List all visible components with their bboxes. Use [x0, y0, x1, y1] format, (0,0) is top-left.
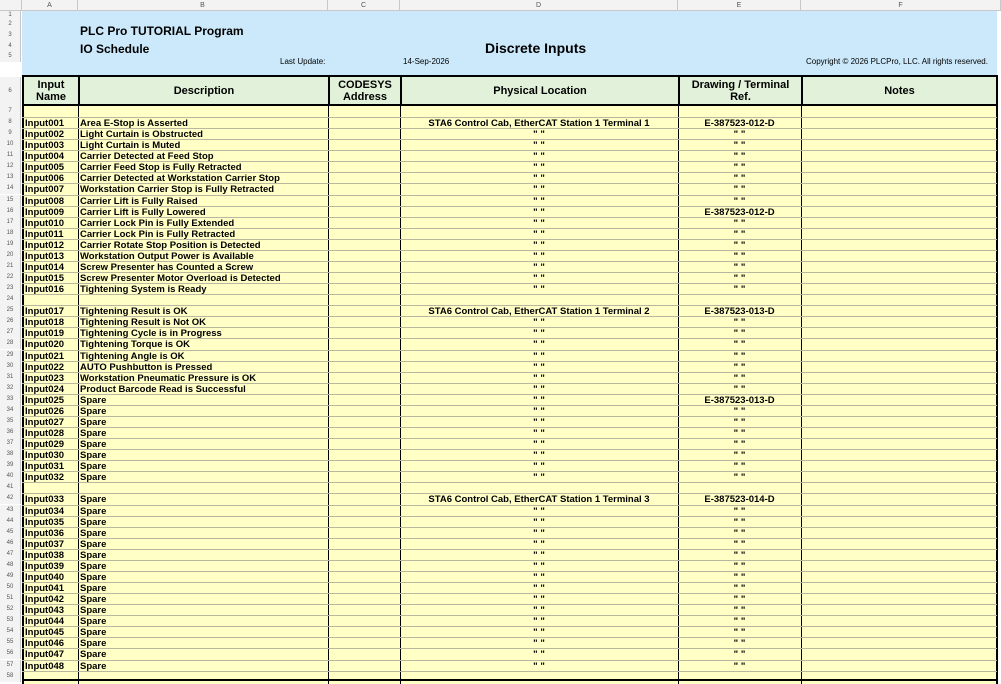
cell-input-name[interactable]: Input013 — [25, 251, 65, 262]
cell-drawing-ref[interactable]: E-387523-012-D — [704, 118, 775, 129]
cell-drawing-ref[interactable]: " " — [733, 450, 746, 461]
row-number[interactable]: 50 — [0, 582, 21, 593]
row-number[interactable]: 2 — [0, 19, 21, 29]
cell-drawing-ref[interactable]: " " — [733, 616, 746, 627]
cell-physical-location[interactable]: " " — [533, 173, 545, 184]
cell-physical-location[interactable]: " " — [533, 406, 545, 417]
cell-physical-location[interactable]: " " — [533, 627, 545, 638]
cell-description[interactable]: Carrier Lock Pin is Fully Retracted — [80, 229, 236, 240]
header-input-name-line2: Name — [36, 90, 66, 103]
cell-description[interactable]: Spare — [80, 539, 107, 550]
cell-input-name[interactable]: Input010 — [25, 218, 65, 229]
cell-physical-location[interactable]: STA6 Control Cab, EtherCAT Station 1 Terminal 2 — [428, 306, 650, 317]
row-number[interactable]: 28 — [0, 338, 21, 349]
cell-physical-location[interactable]: " " — [533, 638, 545, 649]
row-number[interactable]: 7 — [0, 106, 21, 117]
row-number[interactable]: 13 — [0, 172, 21, 183]
cell-input-name[interactable]: Input023 — [25, 373, 65, 384]
cell-input-name[interactable]: Input029 — [25, 439, 65, 450]
cell-drawing-ref[interactable]: " " — [733, 506, 746, 517]
cell-drawing-ref[interactable]: " " — [733, 472, 746, 483]
row-number[interactable]: 15 — [0, 195, 21, 206]
cell-description[interactable]: Tightening Result is OK — [80, 306, 188, 317]
row-number[interactable]: 34 — [0, 405, 21, 416]
cell-input-name[interactable]: Input044 — [25, 616, 65, 627]
cell-drawing-ref[interactable]: " " — [733, 373, 746, 384]
cell-input-name[interactable]: Input003 — [25, 140, 65, 151]
cell-description[interactable]: Spare — [80, 506, 107, 517]
cell-drawing-ref[interactable]: " " — [733, 129, 746, 140]
cell-drawing-ref[interactable]: " " — [733, 151, 746, 162]
cell-description[interactable]: Product Barcode Read is Successful — [80, 384, 246, 395]
cell-input-name[interactable]: Input038 — [25, 550, 65, 561]
row-number[interactable]: 24 — [0, 294, 21, 305]
row-number[interactable]: 11 — [0, 150, 21, 161]
row-number[interactable]: 47 — [0, 549, 21, 560]
cell-input-name[interactable]: Input036 — [25, 528, 65, 539]
row-number[interactable]: 23 — [0, 283, 21, 294]
cell-input-name[interactable]: Input005 — [25, 162, 65, 173]
cell-description[interactable]: Spare — [80, 395, 107, 406]
row-number[interactable]: 32 — [0, 383, 21, 394]
cell-input-name[interactable]: Input022 — [25, 362, 65, 373]
cell-drawing-ref[interactable]: " " — [733, 317, 746, 328]
cell-input-name[interactable]: Input016 — [25, 284, 65, 295]
header-notes: Notes — [801, 77, 998, 104]
cell-input-name[interactable]: Input020 — [25, 339, 65, 350]
cell-description[interactable]: Light Curtain is Muted — [80, 140, 181, 151]
row-number[interactable]: 57 — [0, 660, 21, 671]
cell-drawing-ref[interactable]: " " — [733, 196, 746, 207]
cell-physical-location[interactable]: " " — [533, 240, 545, 251]
cell-drawing-ref[interactable]: " " — [733, 539, 746, 550]
cell-description[interactable]: Workstation Carrier Stop is Fully Retracted — [80, 184, 275, 195]
cell-input-name[interactable]: Input006 — [25, 173, 65, 184]
cell-physical-location[interactable]: " " — [533, 550, 545, 561]
cell-drawing-ref[interactable]: " " — [733, 218, 746, 229]
cell-drawing-ref[interactable]: " " — [733, 517, 746, 528]
cell-input-name[interactable]: Input042 — [25, 594, 65, 605]
cell-description[interactable]: Spare — [80, 605, 107, 616]
cell-description[interactable]: Spare — [80, 572, 107, 583]
cell-drawing-ref[interactable]: " " — [733, 140, 746, 151]
cell-physical-location[interactable]: " " — [533, 129, 545, 140]
cell-input-name[interactable]: Input045 — [25, 627, 65, 638]
cell-description[interactable]: Spare — [80, 627, 107, 638]
cell-description[interactable]: Spare — [80, 638, 107, 649]
cell-drawing-ref[interactable]: " " — [733, 417, 746, 428]
cell-drawing-ref[interactable]: " " — [733, 572, 746, 583]
row-number[interactable]: 6 — [0, 77, 21, 106]
cell-description[interactable]: Spare — [80, 517, 107, 528]
cell-physical-location[interactable]: " " — [533, 539, 545, 550]
program-title: PLC Pro TUTORIAL Program — [80, 24, 244, 38]
cell-description[interactable]: Tightening Torque is OK — [80, 339, 190, 350]
row-number[interactable]: 55 — [0, 637, 21, 648]
cell-description[interactable]: Spare — [80, 661, 107, 672]
row-number[interactable]: 41 — [0, 482, 21, 493]
cell-description[interactable]: Spare — [80, 616, 107, 627]
row-number[interactable]: 39 — [0, 460, 21, 471]
cell-description[interactable]: Spare — [80, 417, 107, 428]
cell-drawing-ref[interactable]: " " — [733, 173, 746, 184]
cell-description[interactable]: Carrier Detected at Workstation Carrier Stop — [80, 173, 280, 184]
row-number[interactable]: 46 — [0, 538, 21, 549]
cell-description[interactable]: Spare — [80, 583, 107, 594]
cell-description[interactable]: Tightening System is Ready — [80, 284, 207, 295]
cell-description[interactable]: Screw Presenter Motor Overload is Detected — [80, 273, 281, 284]
cell-physical-location[interactable]: " " — [533, 373, 545, 384]
cell-drawing-ref[interactable]: " " — [733, 328, 746, 339]
cell-physical-location[interactable]: " " — [533, 339, 545, 350]
cell-input-name[interactable]: Input015 — [25, 273, 65, 284]
cell-description[interactable]: Area E-Stop is Asserted — [80, 118, 188, 129]
cell-description[interactable]: Carrier Detected at Feed Stop — [80, 151, 214, 162]
header-input-name — [22, 77, 78, 104]
cell-physical-location[interactable]: STA6 Control Cab, EtherCAT Station 1 Terminal 1 — [428, 118, 650, 129]
cell-description[interactable]: Spare — [80, 472, 107, 483]
cell-input-name[interactable]: Input025 — [25, 395, 65, 406]
cell-drawing-ref[interactable]: E-387523-012-D — [704, 207, 775, 218]
cell-drawing-ref[interactable]: " " — [733, 351, 746, 362]
row-number[interactable]: 44 — [0, 516, 21, 527]
cell-physical-location[interactable]: " " — [533, 384, 545, 395]
cell-drawing-ref[interactable]: " " — [733, 461, 746, 472]
cell-description[interactable]: Carrier Lift is Fully Raised — [80, 196, 198, 207]
cell-physical-location[interactable]: " " — [533, 151, 545, 162]
cell-description[interactable]: Carrier Feed Stop is Fully Retracted — [80, 162, 242, 173]
cell-input-name[interactable]: Input014 — [25, 262, 65, 273]
cell-input-name[interactable]: Input033 — [25, 494, 65, 505]
cell-input-name[interactable]: Input028 — [25, 428, 65, 439]
header-description: Description — [78, 77, 328, 104]
row-number[interactable]: 35 — [0, 416, 21, 427]
row-number[interactable]: 29 — [0, 350, 21, 361]
cell-description[interactable]: Spare — [80, 494, 107, 505]
row-number[interactable]: 36 — [0, 427, 21, 438]
cell-input-name[interactable]: Input037 — [25, 539, 65, 550]
io-schedule-subtitle: IO Schedule — [80, 42, 150, 56]
cell-physical-location[interactable]: " " — [533, 395, 545, 406]
cell-physical-location[interactable]: " " — [533, 284, 545, 295]
row-number[interactable]: 12 — [0, 161, 21, 172]
cell-description[interactable]: Spare — [80, 528, 107, 539]
row-number[interactable]: 43 — [0, 505, 21, 516]
cell-description[interactable]: Tightening Result is Not OK — [80, 317, 206, 328]
header-input-name-line1: Input — [37, 78, 65, 91]
cell-description[interactable]: Tightening Cycle is in Progress — [80, 328, 222, 339]
cell-physical-location[interactable]: " " — [533, 417, 545, 428]
column-header-d[interactable]: D — [400, 0, 678, 11]
cell-physical-location[interactable]: " " — [533, 218, 545, 229]
cell-input-name[interactable]: Input043 — [25, 605, 65, 616]
cell-drawing-ref[interactable]: " " — [733, 528, 746, 539]
cell-description[interactable]: Screw Presenter has Counted a Screw — [80, 262, 254, 273]
cell-description[interactable]: Spare — [80, 550, 107, 561]
cell-drawing-ref[interactable]: " " — [733, 649, 746, 660]
cell-drawing-ref[interactable]: " " — [733, 240, 746, 251]
row-number[interactable]: 49 — [0, 571, 21, 582]
cell-physical-location[interactable]: " " — [533, 506, 545, 517]
row-number[interactable]: 52 — [0, 604, 21, 615]
cell-drawing-ref[interactable]: " " — [733, 362, 746, 373]
cell-description[interactable]: Spare — [80, 461, 107, 472]
column-header-a[interactable]: A — [22, 0, 78, 11]
cell-input-name[interactable]: Input039 — [25, 561, 65, 572]
cell-input-name[interactable]: Input030 — [25, 450, 65, 461]
last-update-value: 14-Sep-2026 — [403, 57, 450, 66]
table-bottom-border — [22, 679, 998, 681]
cell-drawing-ref[interactable]: " " — [733, 262, 746, 273]
cell-drawing-ref[interactable]: " " — [733, 251, 746, 262]
cell-drawing-ref[interactable]: " " — [733, 583, 746, 594]
row-number[interactable]: 22 — [0, 272, 21, 283]
cell-drawing-ref[interactable]: " " — [733, 284, 746, 295]
cell-physical-location[interactable]: " " — [533, 461, 545, 472]
cell-drawing-ref[interactable]: " " — [733, 561, 746, 572]
cell-input-name[interactable]: Input026 — [25, 406, 65, 417]
cell-physical-location[interactable]: " " — [533, 439, 545, 450]
cell-drawing-ref[interactable]: " " — [733, 550, 746, 561]
cell-input-name[interactable]: Input024 — [25, 384, 65, 395]
cell-input-name[interactable]: Input001 — [25, 118, 65, 129]
row-number[interactable]: 3 — [0, 29, 21, 41]
header-codesys-address — [328, 77, 400, 104]
cell-drawing-ref[interactable]: " " — [733, 661, 746, 672]
column-header-f[interactable]: F — [801, 0, 1001, 11]
cell-description[interactable]: Carrier Lock Pin is Fully Extended — [80, 218, 235, 229]
cell-description[interactable]: Spare — [80, 439, 107, 450]
row-number[interactable]: 9 — [0, 128, 21, 139]
cell-input-name[interactable]: Input011 — [25, 229, 64, 240]
column-header-b[interactable]: B — [78, 0, 328, 11]
cell-description[interactable]: AUTO Pushbutton is Pressed — [80, 362, 213, 373]
cell-physical-location[interactable]: " " — [533, 517, 545, 528]
row-number[interactable]: 21 — [0, 261, 21, 272]
cell-drawing-ref[interactable]: " " — [733, 339, 746, 350]
cell-drawing-ref[interactable]: " " — [733, 428, 746, 439]
cell-drawing-ref[interactable]: " " — [733, 273, 746, 284]
cell-physical-location[interactable]: " " — [533, 450, 545, 461]
cell-physical-location[interactable]: STA6 Control Cab, EtherCAT Station 1 Terminal 3 — [428, 494, 650, 505]
cell-physical-location[interactable]: " " — [533, 262, 545, 273]
cell-input-name[interactable]: Input002 — [25, 129, 65, 140]
cell-description[interactable]: Spare — [80, 428, 107, 439]
row-number[interactable]: 42 — [0, 493, 21, 504]
cell-description[interactable]: Carrier Rotate Stop Position is Detected — [80, 240, 261, 251]
corner-cell[interactable] — [0, 0, 22, 11]
cell-physical-location[interactable]: " " — [533, 561, 545, 572]
cell-drawing-ref[interactable]: " " — [733, 439, 746, 450]
header-codesys-line2: Address — [342, 90, 388, 103]
cell-drawing-ref[interactable]: " " — [733, 406, 746, 417]
cell-physical-location[interactable]: " " — [533, 207, 545, 218]
row-number[interactable]: 19 — [0, 239, 21, 250]
cell-input-name[interactable]: Input009 — [25, 207, 65, 218]
row-number[interactable]: 5 — [0, 51, 21, 62]
cell-input-name[interactable]: Input046 — [25, 638, 65, 649]
cell-drawing-ref[interactable]: " " — [733, 184, 746, 195]
header-drawing-ref — [678, 77, 801, 104]
cell-drawing-ref[interactable]: E-387523-013-D — [704, 306, 775, 317]
cell-description[interactable]: Spare — [80, 649, 107, 660]
cell-physical-location[interactable]: " " — [533, 184, 545, 195]
cell-input-name[interactable]: Input034 — [25, 506, 65, 517]
cell-physical-location[interactable]: " " — [533, 351, 545, 362]
cell-physical-location[interactable]: " " — [533, 317, 545, 328]
cell-input-name[interactable]: Input008 — [25, 196, 65, 207]
cell-input-name[interactable]: Input041 — [25, 583, 65, 594]
cell-input-name[interactable]: Input012 — [25, 240, 65, 251]
cell-input-name[interactable]: Input018 — [25, 317, 65, 328]
header-codesys-line1: CODESYS — [338, 78, 392, 91]
cell-physical-location[interactable]: " " — [533, 472, 545, 483]
sheet-main-title: Discrete Inputs — [485, 40, 587, 56]
cell-input-name[interactable]: Input048 — [25, 661, 65, 672]
row-number[interactable]: 4 — [0, 41, 21, 51]
cell-description[interactable]: Tightening Angle is OK — [80, 351, 185, 362]
row-number[interactable]: 53 — [0, 615, 21, 626]
row-number[interactable]: 48 — [0, 560, 21, 571]
cell-physical-location[interactable]: " " — [533, 649, 545, 660]
cell-input-name[interactable]: Input004 — [25, 151, 65, 162]
row-number[interactable]: 18 — [0, 228, 21, 239]
cell-drawing-ref[interactable]: " " — [733, 594, 746, 605]
row-number[interactable]: 16 — [0, 206, 21, 217]
row-number[interactable]: 27 — [0, 327, 21, 338]
cell-drawing-ref[interactable]: " " — [733, 162, 746, 173]
cell-physical-location[interactable]: " " — [533, 594, 545, 605]
cell-description[interactable]: Spare — [80, 406, 107, 417]
cell-input-name[interactable]: Input017 — [25, 306, 65, 317]
cell-physical-location[interactable]: " " — [533, 605, 545, 616]
cell-input-name[interactable]: Input019 — [25, 328, 65, 339]
cell-description[interactable]: Carrier Lift is Fully Lowered — [80, 207, 206, 218]
cell-description[interactable]: Spare — [80, 450, 107, 461]
row-number[interactable]: 40 — [0, 471, 21, 482]
row-number[interactable]: 1 — [0, 11, 21, 19]
row-number[interactable]: 54 — [0, 626, 21, 637]
row-number[interactable]: 38 — [0, 449, 21, 460]
column-header-e[interactable]: E — [678, 0, 801, 11]
cell-physical-location[interactable]: " " — [533, 428, 545, 439]
copyright-notice: Copyright © 2026 PLCPro, LLC. All rights reserved. — [806, 57, 988, 66]
cell-input-name[interactable]: Input027 — [25, 417, 65, 428]
row-number[interactable]: 31 — [0, 372, 21, 383]
cell-description[interactable]: Workstation Pneumatic Pressure is OK — [80, 373, 257, 384]
row-number[interactable]: 20 — [0, 250, 21, 261]
cell-drawing-ref[interactable]: E-387523-013-D — [704, 395, 775, 406]
cell-physical-location[interactable]: " " — [533, 251, 545, 262]
row-number[interactable]: 45 — [0, 527, 21, 538]
row-number[interactable]: 33 — [0, 394, 21, 405]
cell-input-name[interactable]: Input040 — [25, 572, 65, 583]
cell-drawing-ref[interactable]: " " — [733, 384, 746, 395]
row-number[interactable]: 25 — [0, 305, 21, 316]
row-number[interactable]: 37 — [0, 438, 21, 449]
cell-description[interactable]: Spare — [80, 561, 107, 572]
cell-physical-location[interactable]: " " — [533, 528, 545, 539]
cell-description[interactable]: Spare — [80, 594, 107, 605]
cell-description[interactable]: Light Curtain is Obstructed — [80, 129, 203, 140]
cell-drawing-ref[interactable]: E-387523-014-D — [704, 494, 775, 505]
cell-drawing-ref[interactable]: " " — [733, 638, 746, 649]
row-number[interactable]: 10 — [0, 139, 21, 150]
row-number[interactable]: 8 — [0, 117, 21, 128]
cell-physical-location[interactable]: " " — [533, 196, 545, 207]
row-number[interactable]: 26 — [0, 316, 21, 327]
column-header-c[interactable]: C — [328, 0, 400, 11]
cell-input-name[interactable]: Input047 — [25, 649, 65, 660]
header-drawing-line1: Drawing / Terminal — [691, 78, 790, 91]
row-number[interactable]: 56 — [0, 648, 21, 659]
cell-physical-location[interactable]: " " — [533, 328, 545, 339]
cell-description[interactable]: Workstation Output Power is Available — [80, 251, 254, 262]
row-number[interactable]: 14 — [0, 183, 21, 194]
cell-input-name[interactable]: Input032 — [25, 472, 65, 483]
cell-physical-location[interactable]: " " — [533, 616, 545, 627]
row-number[interactable]: 58 — [0, 671, 21, 682]
column-f-body — [801, 106, 998, 684]
cell-physical-location[interactable]: " " — [533, 362, 545, 373]
cell-physical-location[interactable]: " " — [533, 583, 545, 594]
header-drawing-line2: Ref. — [730, 90, 751, 103]
cell-drawing-ref[interactable]: " " — [733, 627, 746, 638]
cell-physical-location[interactable]: " " — [533, 229, 545, 240]
last-update-label: Last Update: — [280, 57, 326, 66]
cell-drawing-ref[interactable]: " " — [733, 605, 746, 616]
cell-physical-location[interactable]: " " — [533, 661, 545, 672]
cell-physical-location[interactable]: " " — [533, 572, 545, 583]
cell-input-name[interactable]: Input021 — [25, 351, 65, 362]
cell-input-name[interactable]: Input007 — [25, 184, 65, 195]
cell-input-name[interactable]: Input031 — [25, 461, 65, 472]
cell-physical-location[interactable]: " " — [533, 162, 545, 173]
header-physical-location: Physical Location — [400, 77, 678, 104]
cell-input-name[interactable]: Input035 — [25, 517, 65, 528]
row-number[interactable]: 51 — [0, 593, 21, 604]
cell-drawing-ref[interactable]: " " — [733, 229, 746, 240]
column-c-body — [328, 106, 400, 684]
row-number[interactable]: 30 — [0, 361, 21, 372]
cell-physical-location[interactable]: " " — [533, 273, 545, 284]
cell-physical-location[interactable]: " " — [533, 140, 545, 151]
row-number[interactable]: 17 — [0, 217, 21, 228]
